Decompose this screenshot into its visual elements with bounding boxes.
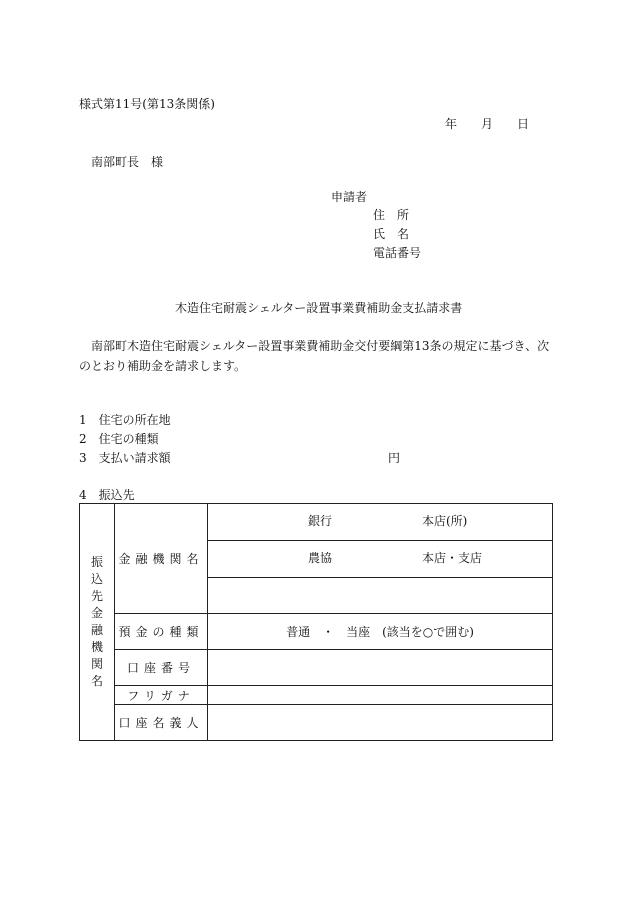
- institution-label-cell: [115, 504, 208, 614]
- item-number: 2: [79, 432, 87, 446]
- address-label: 住 所: [373, 208, 410, 222]
- account-holder-label-cell: [115, 705, 208, 741]
- form-number: 様式第11号(第13条関係): [79, 97, 215, 111]
- item-2: [79, 432, 159, 447]
- item-label: 住宅の所在地: [98, 413, 171, 427]
- deposit-type-cell[interactable]: [208, 614, 553, 650]
- date-month: 月: [481, 117, 494, 131]
- furigana-label-cell: [115, 686, 208, 705]
- account-number-cell[interactable]: [208, 650, 553, 686]
- body-text: 南部町木造住宅耐震シェルター設置事業費補助金交付要綱第13条の規定に基づき、次のとおり補助金を請求します。: [79, 339, 550, 373]
- date-day: 日: [517, 117, 530, 131]
- item-label: 支払い請求額: [98, 451, 171, 465]
- item-label: 振込先: [98, 488, 135, 502]
- institution-extra-cell[interactable]: [208, 578, 553, 614]
- bank-text: 銀行: [308, 514, 333, 528]
- institution-label: 金融機関名: [118, 552, 204, 566]
- account-holder-cell[interactable]: [208, 705, 553, 741]
- phone-label: 電話番号: [373, 246, 422, 260]
- item-number: 4: [79, 488, 87, 502]
- item-label: 住宅の種類: [98, 432, 159, 446]
- bank-row-cell[interactable]: [208, 504, 553, 541]
- item-1: [79, 413, 171, 428]
- bank-account-table: [79, 503, 553, 741]
- furigana-label: フリガナ: [127, 688, 195, 703]
- item-3: [79, 451, 171, 466]
- item-number: 3: [79, 451, 87, 465]
- account-number-label: 口座番号: [126, 661, 195, 675]
- name-label: 氏 名: [373, 227, 410, 241]
- date-year: 年: [445, 117, 458, 131]
- applicant-heading: 申請者: [331, 190, 368, 204]
- nokyo-text: 農協: [308, 551, 333, 565]
- main-branch-text: 本店(所): [422, 514, 468, 528]
- yen-unit: 円: [388, 451, 401, 465]
- document-title: 木造住宅耐震シェルター設置事業費補助金支払請求書: [175, 301, 463, 315]
- deposit-options: 普通 ・ 当座 (該当を○で囲む): [286, 625, 474, 639]
- main-or-branch-text: 本店・支店: [422, 551, 483, 565]
- nokyo-row-cell[interactable]: [208, 541, 553, 578]
- deposit-type-label: 預金の種類: [118, 625, 204, 639]
- account-number-label-cell: [115, 650, 208, 686]
- item-4: [79, 488, 135, 503]
- deposit-type-label-cell: [115, 614, 208, 650]
- addressee: 南部町長 様: [91, 155, 164, 169]
- account-holder-label: 口座名義人: [118, 716, 204, 730]
- table-vertical-header: [80, 504, 115, 741]
- vertical-header-text: 振込先金融機関名: [90, 555, 103, 688]
- item-number: 1: [79, 413, 87, 427]
- furigana-cell[interactable]: [208, 686, 553, 705]
